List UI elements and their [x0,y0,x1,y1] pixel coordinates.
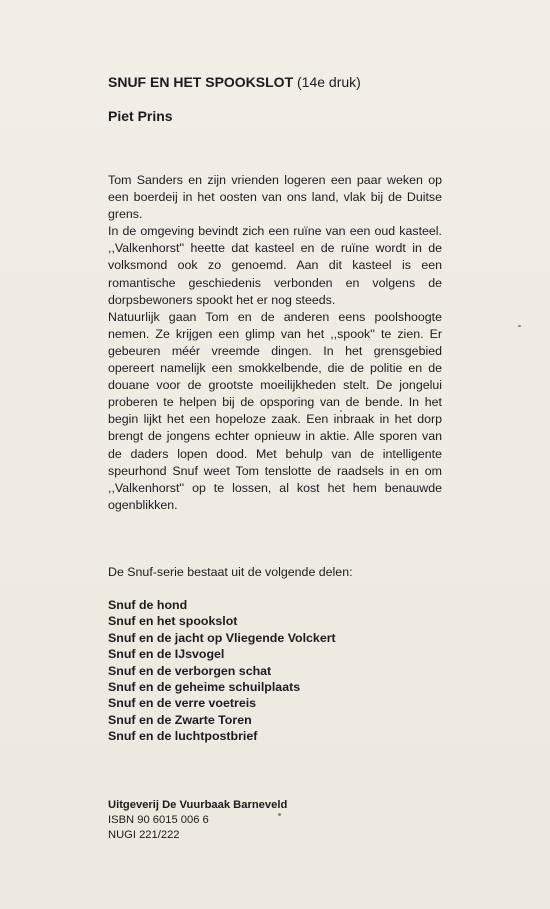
paper-speck [518,325,521,327]
series-intro: De Snuf-serie bestaat uit de volgende delen: [108,565,353,579]
isbn-number: ISBN 90 6015 006 6 [108,814,209,826]
series-title: Snuf en de geheime schuilplaats [108,680,301,695]
edition-label: (14e druk) [297,74,361,90]
series-title: Snuf en de jacht op Vliegende Volckert [108,630,336,645]
blurb-text [108,172,442,514]
publisher-block [108,798,287,843]
nugi-code: NUGI 221/222 [108,829,180,841]
author-name: Piet Prins [108,108,173,124]
paper-speck [278,813,281,816]
blurb-paragraph: Tom Sanders en zijn vrienden logeren een paar weken op een boerdeij in het oosten van ons land, vlak bij de Duitse grens. [108,173,442,222]
series-title: Snuf en de verre voetreis [108,696,257,711]
blurb-paragraph: Natuurlijk gaan Tom en de anderen eens poolshoogte nemen. Ze krijgen een glimp van het ,,spook'' te zien. Er gebeuren méér vreemde dingen. In het grensgebied opereert namelijk een smokkelbende, die de politie en de douane voor de grootste moeilijkheden stelt. De jongelui proberen te helpen bij de opsporing van de bende. In het begin lijkt het een hopeloze zaak. Een inbraak in het dorp brengt de jongens echter opnieuw in aktie. Alle sporen van de daders lopen dood. Met behulp van de intelligente speurhond Snuf weet Tom tenslotte de raadsels in en om ,,Valkenhorst'' op te lossen, al kost het hem benauwde ogenblikken. [108,309,442,512]
series-title: Snuf en de Zwarte Toren [108,712,252,727]
book-title: SNUF EN HET SPOOKSLOT [108,74,294,90]
series-title: Snuf en de verborgen schat [108,663,272,678]
blurb-paragraph: In de omgeving bevindt zich een ruïne van een oud kasteel. ,,Valkenhorst'' heette dat kasteel en de ruïne wordt in de volksmond ook zo genoemd. Aan dit kasteel is een romantische geschiedenis verbonden en volgens de dorpsbewoners spookt het er nog steeds. [108,224,442,307]
series-title: Snuf de hond [108,598,188,612]
publisher-name: Uitgeverij De Vuurbaak Barneveld [108,799,288,811]
paper-speck [340,410,342,412]
book-title-line [108,74,361,90]
series-title: Snuf en het spookslot [108,614,238,629]
series-title: Snuf en de IJsvogel [108,647,225,662]
series-title: Snuf en de luchtpostbrief [108,729,258,744]
series-list [108,597,336,745]
